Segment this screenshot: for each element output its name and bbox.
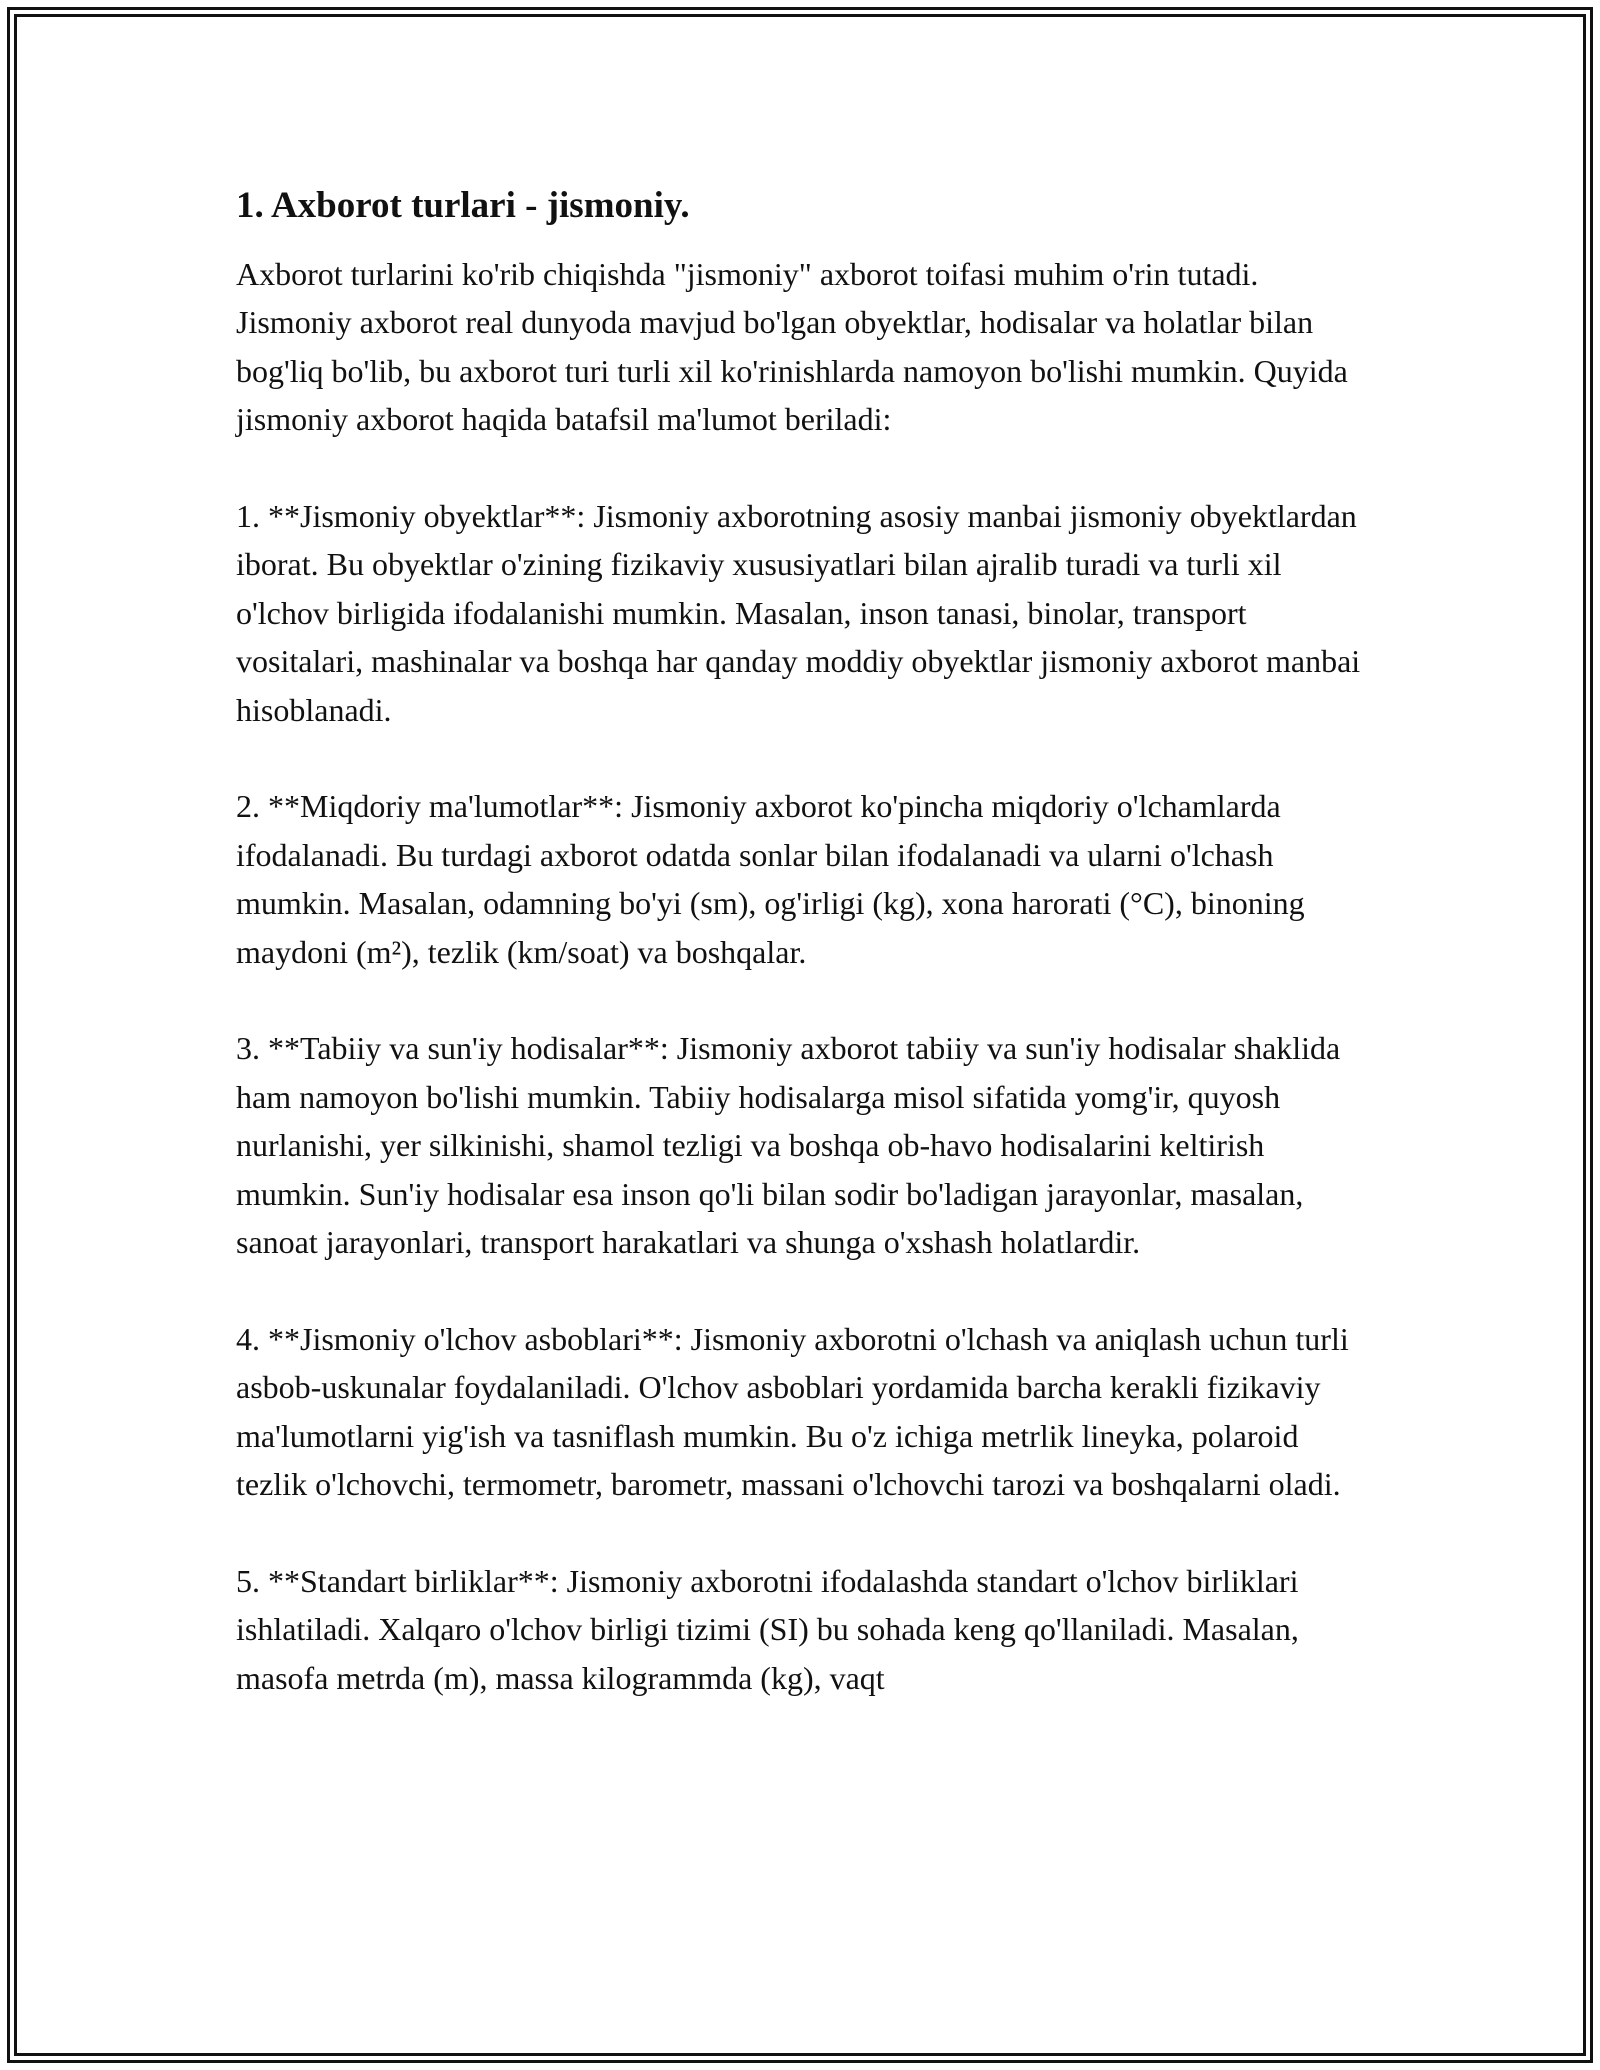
paragraph-item-4: 4. **Jismoniy o'lchov asboblari**: Jismoniy axborotni o'lchash va aniqlash uchun turli asbob-uskunalar foydalaniladi. O'lchov asboblari yordamida barcha kerakli fizikaviy ma'lumotlarni yig'ish va tasniflash mumkin. Bu o'z ichiga metrlik lineyka, polaroid tezlik o'lchovchi, termometr, barometr, massani o'lchovchi tarozi va boshqalarni oladi. [236,1320,1349,1503]
document-body [236,182,1376,1751]
document-title: 1. Axborot turlari - jismoniy. [236,185,690,226]
paragraph-item-1: 1. **Jismoniy obyektlar**: Jismoniy axborotning asosiy manbai jismoniy obyektlardan iborat. Bu obyektlar o'zining fizikaviy xususiyatlari bilan ajralib turadi va turli xil o'lchov birligida ifodalanishi mumkin. Masalan, inson tanasi, binolar, transport vositalari, mashinalar va boshqa har qanday moddiy obyektlar jismoniy axborot manbai hisoblanadi. [236,498,1361,728]
paragraph-intro: Axborot turlarini ko'rib chiqishda "jismoniy" axborot toifasi muhim o'rin tutadi. Jismoniy axborot real dunyoda mavjud bo'lgan obyektlar, hodisalar va holatlar bilan bog'liq bo'lib, bu axborot turi turli xil ko'rinishlarda namoyon bo'lishi mumkin. Quyida jismoniy axborot haqida batafsil ma'lumot beriladi: [236,256,1348,438]
paragraph-item-5: 5. **Standart birliklar**: Jismoniy axborotni ifodalashda standart o'lchov birliklari ishlatiladi. Xalqaro o'lchov birligi tizimi (SI) bu sohada keng qo'llaniladi. Masalan, masofa metrda (m), massa kilogrammda (kg), vaqt [236,1562,1299,1696]
paragraph-item-3: 3. **Tabiiy va sun'iy hodisalar**: Jismoniy axborot tabiiy va sun'iy hodisalar shaklida ham namoyon bo'lishi mumkin. Tabiiy hodisalarga misol sifatida yomg'ir, quyosh nurlanishi, yer silkinishi, shamol tezligi va boshqa ob-havo hodisalarini keltirish mumkin. Sun'iy hodisalar esa inson qo'li bilan sodir bo'ladigan jarayonlar, masalan, sanoat jarayonlari, transport harakatlari va shunga o'xshash holatlardir. [236,1030,1341,1261]
paragraph-item-2: 2. **Miqdoriy ma'lumotlar**: Jismoniy axborot ko'pincha miqdoriy o'lchamlarda ifodalanadi. Bu turdagi axborot odatda sonlar bilan ifodalanadi va ularni o'lchash mumkin. Masalan, odamning bo'yi (sm), og'irligi (kg), xona harorati (°C), binoning maydoni (m²), tezlik (km/soat) va boshqalar. [236,788,1305,970]
